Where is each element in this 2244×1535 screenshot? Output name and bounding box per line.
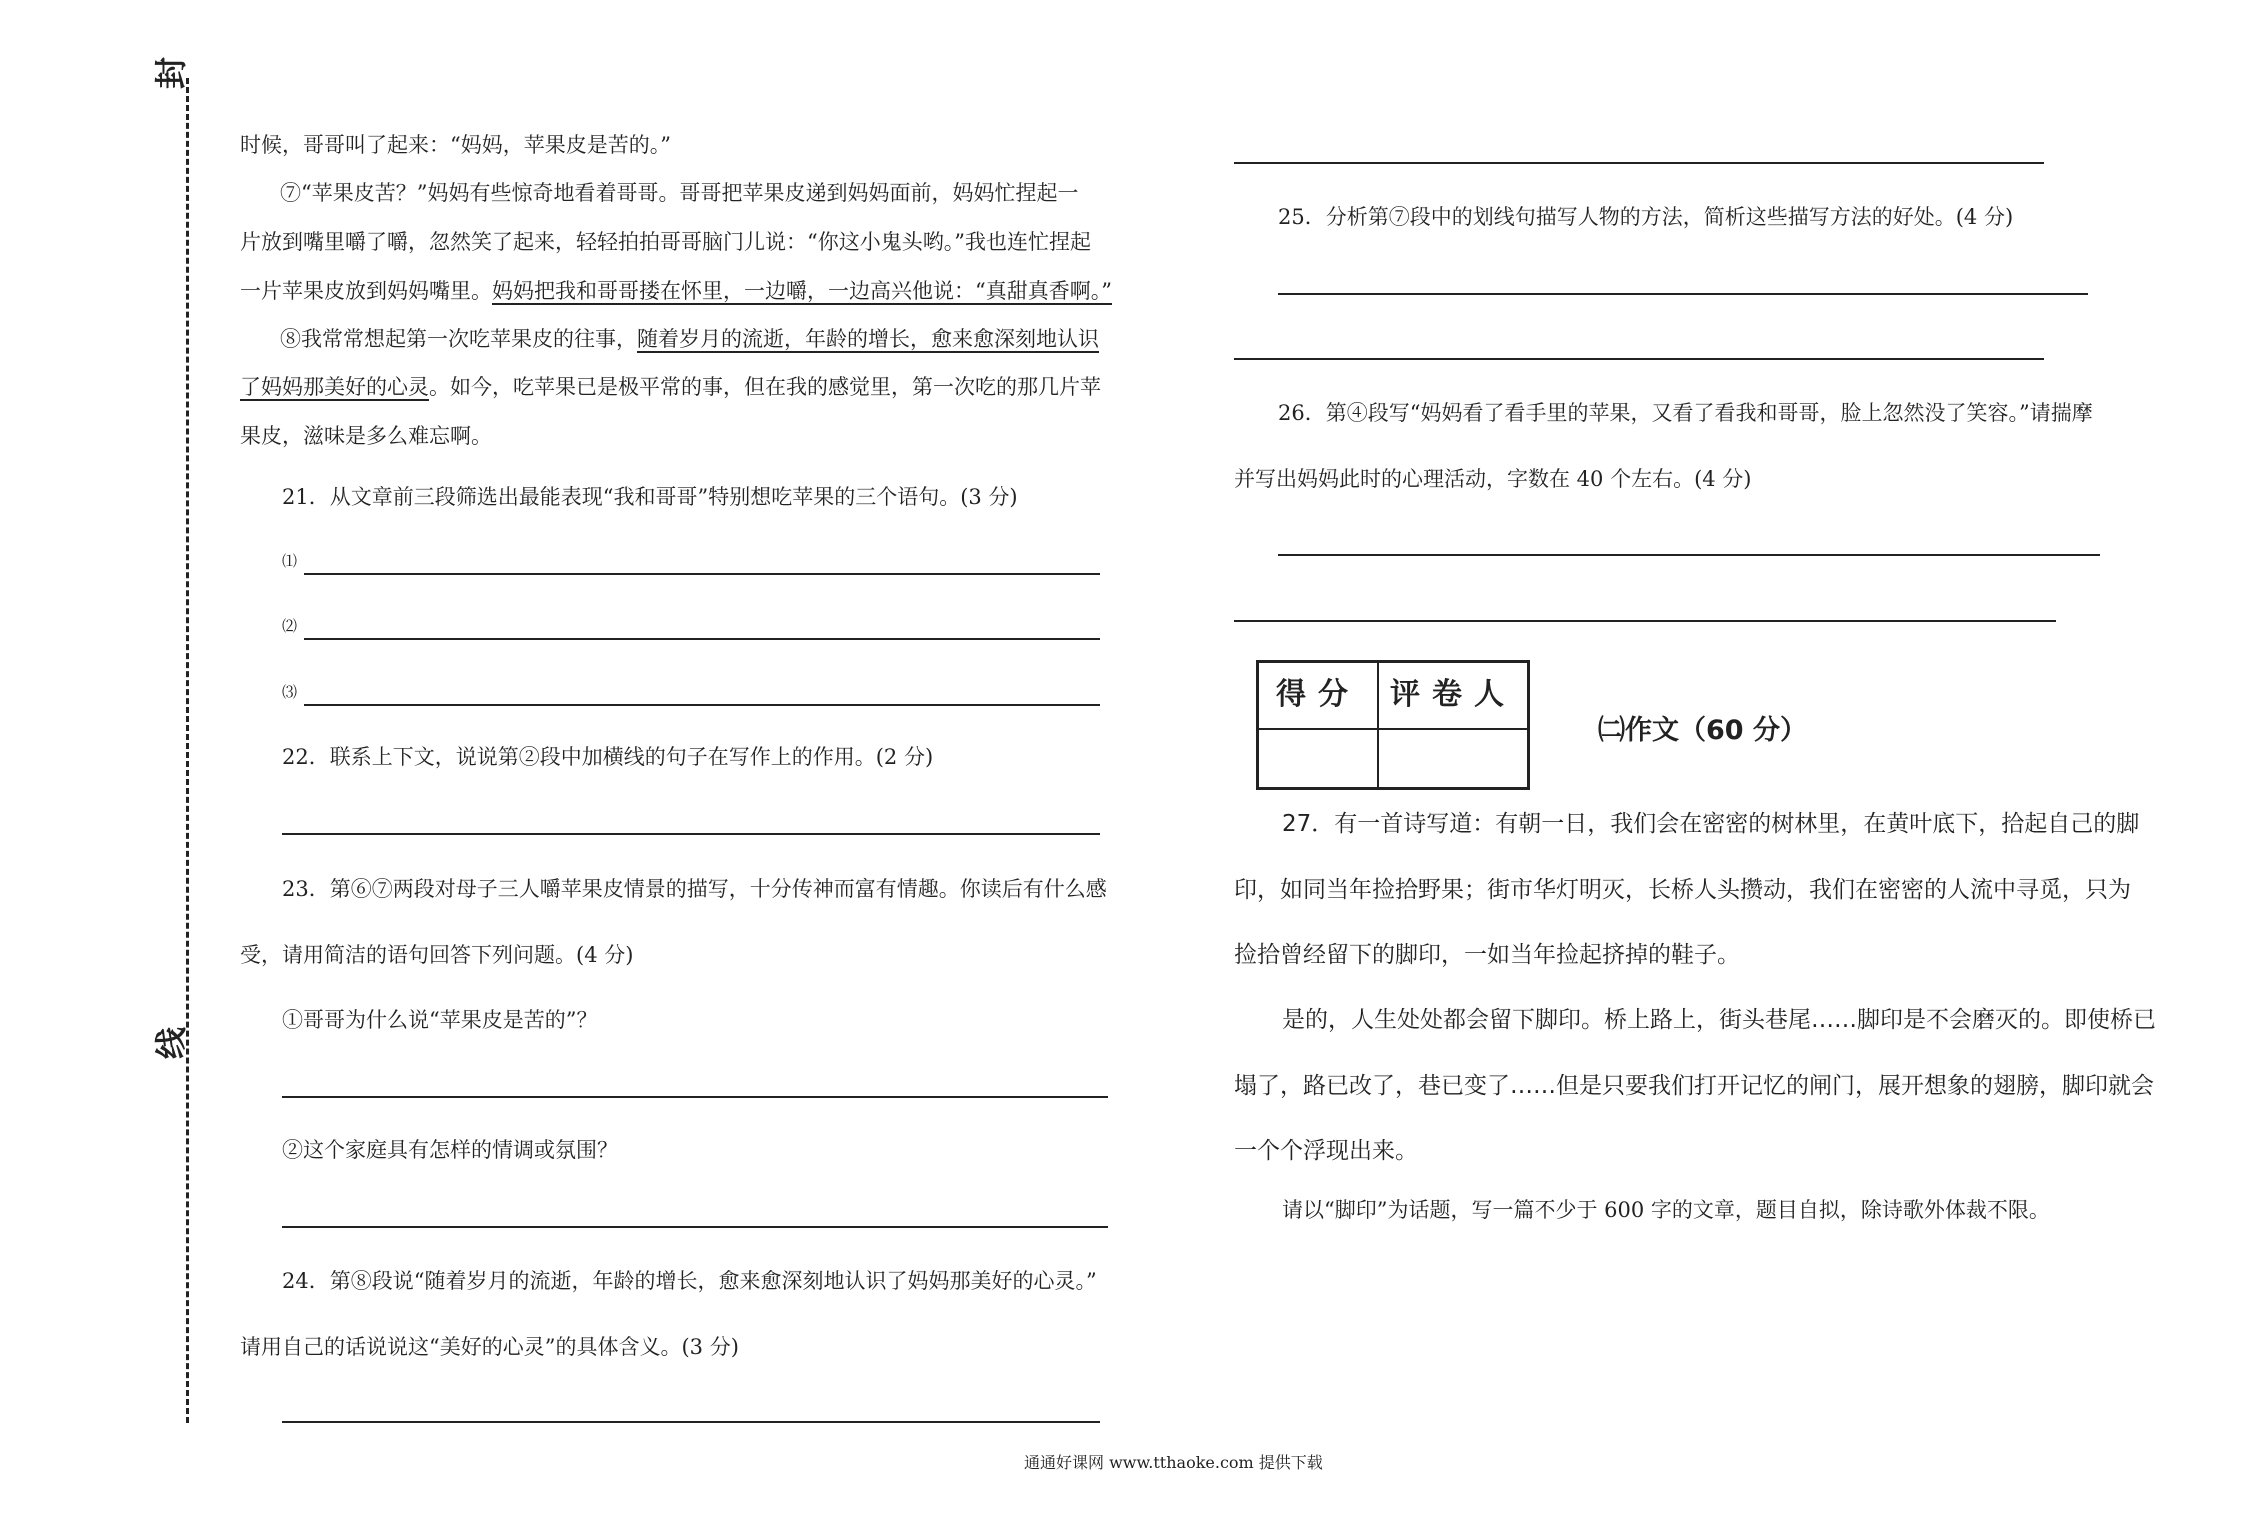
question-23b: ②这个家庭具有怎样的情调或氛围？ [282,1138,618,1162]
section-title-composition: ㈡作文（60 分） [1598,715,1807,746]
q21-item-3-label: ⑶ [282,683,298,701]
underlined-sentence-p8a: 随着岁月的流逝，年龄的增长，愈来愈深刻地认识 [637,327,1099,351]
q22-answer-line[interactable] [282,833,1100,835]
question-26-line2: 并写出妈妈此时的心理活动，字数在 40 个左右。(4 分) [1234,467,1752,491]
q26-answer-line-1[interactable] [1278,554,2100,556]
q23a-answer-line[interactable] [282,1096,1108,1098]
passage-p8-line1a: ⑧我常常想起第一次吃苹果皮的往事， [280,327,637,351]
q26-answer-line-2[interactable] [1234,620,2056,622]
passage-p8-line1 [280,324,1099,354]
passage-p7-line1: ⑦“苹果皮苦？”妈妈有些惊奇地看着哥哥。哥哥把苹果皮递到妈妈面前，妈妈忙捏起一 [280,181,1079,205]
question-26-line1: 26．第④段写“妈妈看了看手里的苹果，又看了看我和哥哥，脸上忽然没了笑容。”请揣摩 [1278,401,2093,425]
q27-para2-line2: 塌了，路已改了，巷已变了……但是只要我们打开记忆的闸门，展开想象的翅膀，脚印就会 [1234,1073,2154,1099]
seal-char-top: 封 [152,56,191,90]
binding-dashed-line [186,78,189,1423]
question-25: 25．分析第⑦段中的划线句描写人物的方法，简析这些描写方法的好处。(4 分) [1278,205,2014,229]
question-24-line2: 请用自己的话说说这“美好的心灵”的具体含义。(3 分) [240,1335,739,1359]
passage-p7-line3 [240,276,1112,306]
passage-p8-line2b: 。如今，吃苹果已是极平常的事，但在我的感觉里，第一次吃的那几片苹 [429,375,1101,399]
q27-requirement: 请以“脚印”为话题，写一篇不少于 600 字的文章，题目自拟，除诗歌外体裁不限。 [1282,1198,2050,1222]
q21-answer-line-1[interactable] [304,573,1100,575]
q27-para2-line3: 一个个浮现出来。 [1234,1138,1418,1164]
q25-answer-line-2[interactable] [1234,358,2044,360]
q24-answer-line[interactable] [282,1421,1100,1423]
q23b-answer-line[interactable] [282,1226,1108,1228]
q27-line1: 27．有一首诗写道：有朝一日，我们会在密密的树林里，在黄叶底下，拾起自己的脚 [1282,811,2140,837]
score-cell[interactable] [1258,729,1378,788]
grader-cell[interactable] [1378,729,1528,788]
underlined-sentence-p8b: 了妈妈那美好的心灵 [240,375,429,399]
question-24-line1: 24．第⑧段说“随着岁月的流逝，年龄的增长，愈来愈深刻地认识了妈妈那美好的心灵。” [282,1269,1097,1293]
footer-credit: 通通好课网 www.tthaoke.com 提供下载 [1024,1453,1323,1472]
passage-p6-end: 时候，哥哥叫了起来：“妈妈，苹果皮是苦的。” [240,133,671,157]
question-23a: ①哥哥为什么说“苹果皮是苦的”？ [282,1008,598,1032]
score-header: 得分 [1258,662,1378,729]
passage-p8-line2 [240,372,1101,402]
q25-answer-line-1[interactable] [1278,293,2088,295]
q27-line3: 捡拾曾经留下的脚印，一如当年捡起挤掉的鞋子。 [1234,942,1740,968]
q27-line2: 印，如同当年捡拾野果；街市华灯明灭，长桥人头攒动，我们在密密的人流中寻觅，只为 [1234,877,2131,903]
q24-continued-answer-line[interactable] [1234,162,2044,164]
question-22: 22．联系上下文，说说第②段中加横线的句子在写作上的作用。(2 分) [282,745,934,769]
score-table [1256,660,1530,790]
question-23-line2: 受，请用简洁的语句回答下列问题。(4 分) [240,943,634,967]
passage-p7-line2: 片放到嘴里嚼了嚼，忽然笑了起来，轻轻拍拍哥哥脑门儿说：“你这小鬼头哟。”我也连忙捏起 [240,230,1091,254]
q21-answer-line-2[interactable] [304,638,1100,640]
question-23-line1: 23．第⑥⑦两段对母子三人嚼苹果皮情景的描写，十分传神而富有情趣。你读后有什么感 [282,877,1107,901]
underlined-sentence-p7: 妈妈把我和哥哥搂在怀里，一边嚼，一边高兴他说：“真甜真香啊。” [492,279,1112,303]
q21-item-1-label: ⑴ [282,552,298,570]
question-21: 21．从文章前三段筛选出最能表现“我和哥哥”特别想吃苹果的三个语句。(3 分) [282,485,1018,509]
q21-item-2-label: ⑵ [282,617,298,635]
passage-p8-line3: 果皮，滋味是多么难忘啊。 [240,424,492,448]
q27-para2-line1: 是的，人生处处都会留下脚印。桥上路上，街头巷尾……脚印是不会磨灭的。即使桥已 [1282,1007,2156,1033]
q21-answer-line-3[interactable] [304,704,1100,706]
passage-p7-line3a: 一片苹果皮放到妈妈嘴里。 [240,279,492,303]
grader-header: 评卷人 [1378,662,1528,729]
seal-char-mid: 线 [152,1026,191,1060]
